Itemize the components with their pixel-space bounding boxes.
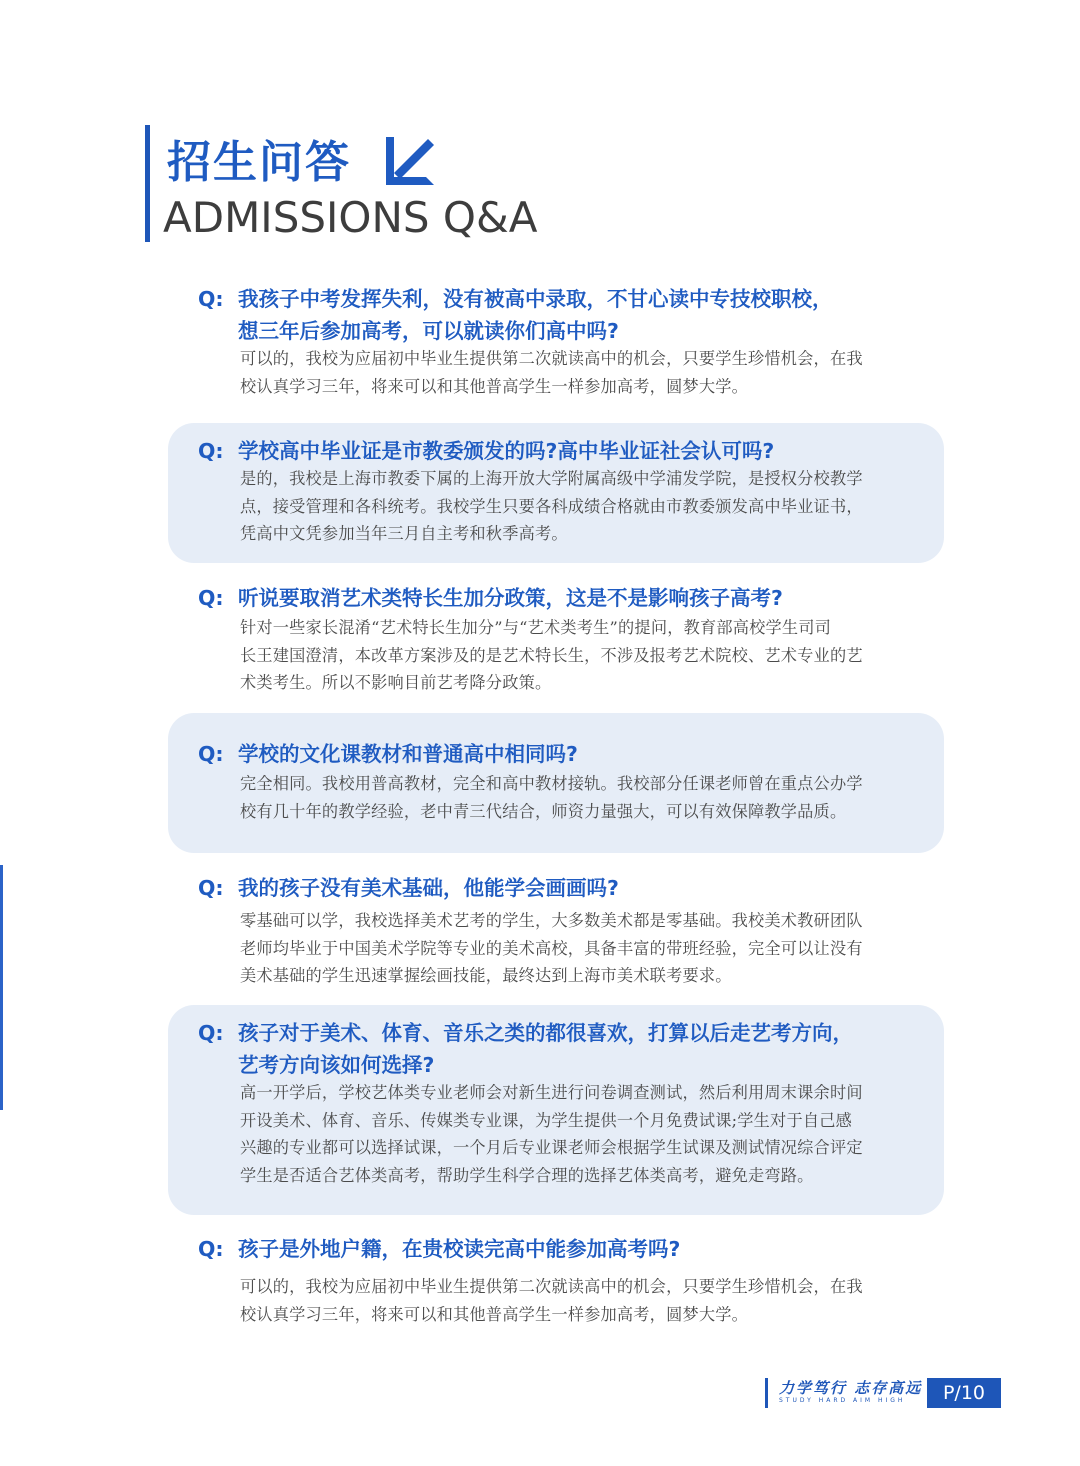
answer	[240, 345, 928, 400]
answer-line: 学生是否适合艺体类高考，帮助学生科学合理的选择艺体类高考，避免走弯路。	[240, 1165, 814, 1185]
footer-slogan-en: STUDY HARD AIM HIGH	[779, 1397, 906, 1404]
answer-line: 点，接受管理和各科统考。我校学生只要各科成绩合格就由市教委颁发高中毕业证书，	[240, 496, 863, 516]
answer-line: 校有几十年的教学经验，老中青三代结合，师资力量强大，可以有效保障教学品质。	[240, 801, 847, 821]
answer-line: 长王建国澄清，本改革方案涉及的是艺术特长生，不涉及报考艺术院校、艺术专业的艺	[240, 645, 863, 665]
question	[198, 435, 928, 467]
answer	[240, 1273, 928, 1328]
question	[198, 872, 928, 904]
q-prefix: Q:	[198, 742, 224, 766]
question-line: 孩子是外地户籍，在贵校读完高中能参加高考吗?	[238, 1237, 681, 1261]
answer-line: 完全相同。我校用普高教材，完全和高中教材接轨。我校部分任课老师曾在重点公办学	[240, 774, 863, 793]
answer	[240, 1079, 928, 1189]
question	[198, 283, 928, 347]
answer-line: 校认真学习三年，将来可以和其他普高学生一样参加高考，圆梦大学。	[240, 1304, 749, 1324]
page-number: P/10	[927, 1378, 1001, 1408]
page-footer	[765, 1375, 1005, 1411]
answer-line: 校认真学习三年，将来可以和其他普高学生一样参加高考，圆梦大学。	[240, 376, 749, 396]
answer-line: 针对一些家长混淆“艺术特长生加分”与“艺术类考生”的提问，教育部高校学生司司	[240, 618, 832, 637]
answer	[240, 907, 928, 990]
answer-line: 老师均毕业于中国美术学院等专业的美术高校，具备丰富的带班经验，完全可以让没有	[240, 938, 863, 958]
answer-line: 零基础可以学，我校选择美术艺考的学生，大多数美术都是零基础。我校美术教研团队	[240, 911, 863, 930]
answer-line: 凭高中文凭参加当年三月自主考和秋季高考。	[240, 524, 568, 543]
qa-item	[168, 423, 944, 563]
question	[198, 1233, 928, 1265]
q-prefix: Q:	[198, 1237, 224, 1261]
question-line: 学校的文化课教材和普通高中相同吗?	[238, 742, 578, 766]
q-prefix: Q:	[198, 287, 224, 311]
question	[198, 1017, 928, 1081]
answer-line: 兴趣的专业都可以选择试课，一个月后专业课老师会根据学生试课及测试情况综合评定	[240, 1138, 863, 1157]
question-line: 我的孩子没有美术基础，他能学会画画吗?	[238, 876, 619, 900]
page-title: 招生问答	[167, 137, 351, 188]
answer-line: 可以的，我校为应届初中毕业生提供第二次就读高中的机会，只要学生珍惜机会，在我	[240, 349, 863, 368]
qa-item	[168, 1005, 944, 1215]
question-line: 孩子对于美术、体育、音乐之类的都很喜欢，打算以后走艺考方向，	[238, 1021, 853, 1045]
q-prefix: Q:	[198, 1021, 224, 1045]
qa-item	[168, 283, 944, 413]
qa-item	[168, 1233, 944, 1333]
answer-line: 可以的，我校为应届初中毕业生提供第二次就读高中的机会，只要学生珍惜机会，在我	[240, 1277, 863, 1296]
q-prefix: Q:	[198, 876, 224, 900]
q-prefix: Q:	[198, 586, 224, 610]
answer-line: 是的，我校是上海市教委下属的上海开放大学附属高级中学浦发学院，是授权分校教学	[240, 469, 863, 488]
qa-item	[168, 872, 944, 997]
answer-line: 高一开学后，学校艺体类专业老师会对新生进行问卷调查测试，然后利用周末课余时间	[240, 1083, 863, 1102]
question-line: 我孩子中考发挥失利，没有被高中录取，不甘心读中专技校职校，	[238, 287, 833, 311]
page-subtitle: ADMISSIONS Q&A	[163, 193, 538, 242]
question	[198, 738, 928, 770]
answer-line: 美术基础的学生迅速掌握绘画技能，最终达到上海市美术联考要求。	[240, 966, 732, 985]
footer-accent-bar	[765, 1378, 768, 1408]
question-line: 艺考方向该如何选择?	[238, 1053, 435, 1077]
question-line: 听说要取消艺术类特长生加分政策，这是不是影响孩子高考?	[238, 586, 783, 610]
answer	[240, 770, 928, 825]
footer-slogan: 力学笃行 志存高远	[779, 1379, 923, 1397]
question-line: 想三年后参加高考，可以就读你们高中吗?	[238, 319, 619, 343]
answer-line: 术类考生。所以不影响目前艺考降分政策。	[240, 673, 552, 692]
q-prefix: Q:	[198, 439, 224, 463]
answer	[240, 465, 928, 548]
question-line: 学校高中毕业证是市教委颁发的吗?高中毕业证社会认可吗?	[238, 439, 775, 463]
answer	[240, 614, 928, 697]
question	[198, 582, 928, 614]
qa-item	[168, 580, 944, 700]
answer-line: 开设美术、体育、音乐、传媒类专业课，为学生提供一个月免费试课;学生对于自己感	[240, 1110, 852, 1130]
qa-item	[168, 713, 944, 853]
